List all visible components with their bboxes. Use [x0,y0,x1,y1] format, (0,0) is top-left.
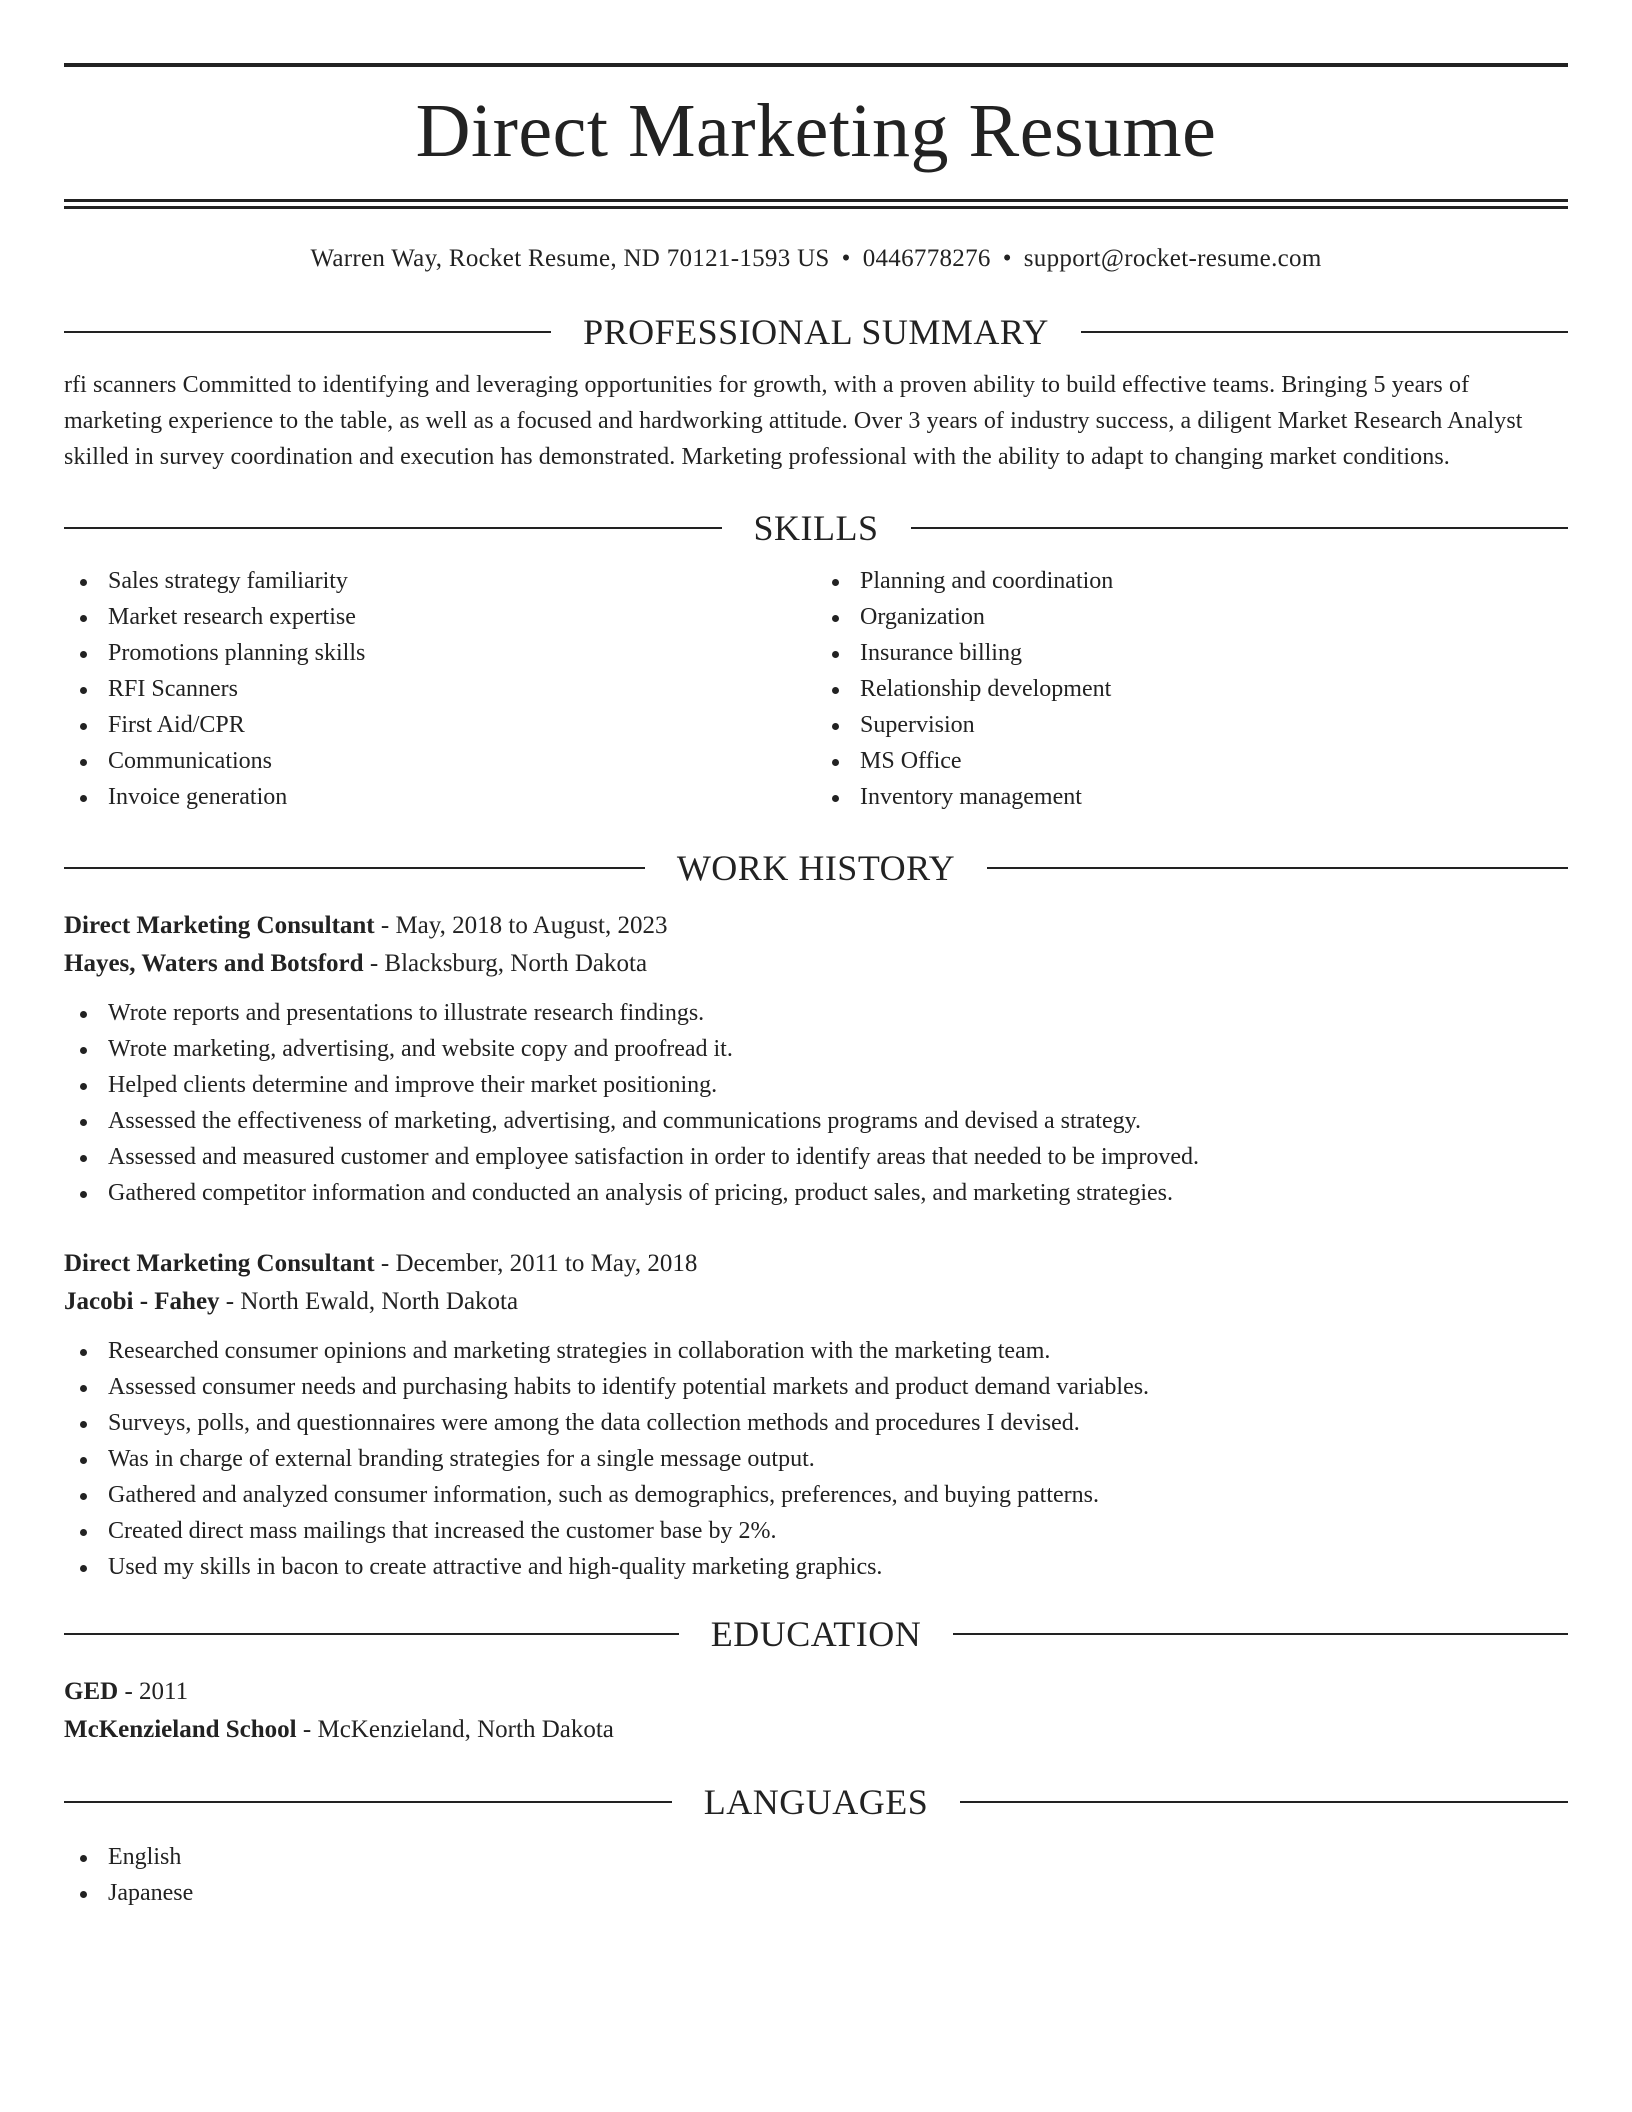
skill-item: First Aid/CPR [64,707,816,743]
divider [64,867,645,869]
education-year: - 2011 [118,1678,189,1705]
education-degree-line [64,1673,1568,1711]
skill-item: MS Office [816,743,1568,779]
skill-item: Sales strategy familiarity [64,563,816,599]
section-heading-skills [64,505,1568,551]
education-entry [64,1673,1568,1749]
education-school: McKenzieland School [64,1716,297,1743]
education-degree: GED [64,1678,119,1705]
job-duties [64,995,1568,1211]
skill-item: Organization [816,599,1568,635]
job-entry [64,1245,1568,1585]
job-title-line [64,1245,1568,1283]
divider [64,527,722,529]
skill-item: RFI Scanners [64,671,816,707]
contact-address: Warren Way, Rocket Resume, ND 70121-1593 US [310,245,830,272]
section-title: WORK HISTORY [676,848,956,888]
page-title: Direct Marketing Resume [415,89,1217,173]
section-heading-summary [64,309,1568,355]
divider [64,331,551,333]
education-school-line [64,1711,1568,1749]
job-duty-item: Helped clients determine and improve their market positioning. [64,1067,1568,1103]
section-title: LANGUAGES [703,1782,929,1822]
skills-column-left [64,563,816,815]
divider [960,1801,1568,1803]
job-duty-item: Gathered competitor information and conducted an analysis of pricing, product sales, and marketing strategies. [64,1175,1568,1211]
job-duty-item: Assessed the effectiveness of marketing, advertising, and communications programs and devised a strategy. [64,1103,1568,1139]
education-location: - McKenzieland, North Dakota [296,1716,614,1743]
skills-column-right [816,563,1568,815]
section-title: EDUCATION [710,1614,922,1654]
skill-item: Relationship development [816,671,1568,707]
job-title-line [64,907,1568,945]
job-title: Direct Marketing Consultant [64,912,375,939]
skill-item: Planning and coordination [816,563,1568,599]
section-heading-work [64,845,1568,891]
divider [1081,331,1568,333]
skill-item: Promotions planning skills [64,635,816,671]
job-company: Jacobi - Fahey [64,1288,220,1315]
skills-list [64,563,1568,815]
contact-separator: • [841,245,851,272]
section-title: PROFESSIONAL SUMMARY [583,312,1049,352]
job-duty-item: Used my skills in bacon to create attractive and high-quality marketing graphics. [64,1549,1568,1585]
contact-separator: • [1002,245,1012,272]
job-duty-item: Wrote reports and presentations to illustrate research findings. [64,995,1568,1031]
divider [953,1633,1568,1635]
skill-item: Invoice generation [64,779,816,815]
job-company-line [64,1283,1568,1321]
job-dates: - May, 2018 to August, 2023 [374,912,668,939]
divider [911,527,1569,529]
job-duty-item: Assessed consumer needs and purchasing habits to identify potential markets and product demand variables. [64,1369,1568,1405]
divider [64,1801,672,1803]
divider [987,867,1568,869]
job-entry [64,907,1568,1211]
skill-item: Inventory management [816,779,1568,815]
job-company: Hayes, Waters and Botsford [64,950,364,977]
job-duty-item: Wrote marketing, advertising, and website copy and proofread it. [64,1031,1568,1067]
job-company-line [64,945,1568,983]
job-duty-item: Assessed and measured customer and employee satisfaction in order to identify areas that needed to be improved. [64,1139,1568,1175]
summary-text: rfi scanners Committed to identifying and leveraging opportunities for growth, with a proven ability to build effective teams. Bringing 5 years of marketing experience to the table, as well as a focused and hardworking attitude. Over 3 years of industry success, a diligent Market Research Analyst skilled in survey coordination and execution has demonstrated. Marketing professional with the ability to adapt to changing market conditions. [64,372,1523,470]
contact-email: support@rocket-resume.com [1023,245,1322,272]
job-location: - Blacksburg, North Dakota [363,950,648,977]
contact-line [64,243,1568,275]
section-heading-languages [64,1779,1568,1825]
job-duty-item: Gathered and analyzed consumer information, such as demographics, preferences, and buying patterns. [64,1477,1568,1513]
language-item: English [64,1839,1568,1875]
job-duty-item: Surveys, polls, and questionnaires were among the data collection methods and procedures I devised. [64,1405,1568,1441]
job-duty-item: Created direct mass mailings that increased the customer base by 2%. [64,1513,1568,1549]
top-rule [64,63,1568,67]
skill-item: Communications [64,743,816,779]
job-title: Direct Marketing Consultant [64,1250,375,1277]
job-location: - North Ewald, North Dakota [219,1288,519,1315]
section-title: SKILLS [753,508,879,548]
job-duty-item: Was in charge of external branding strategies for a single message output. [64,1441,1568,1477]
title-double-rule [64,199,1568,209]
skill-item: Supervision [816,707,1568,743]
divider [64,1633,679,1635]
language-item: Japanese [64,1875,1568,1911]
job-duty-item: Researched consumer opinions and marketing strategies in collaboration with the marketing team. [64,1333,1568,1369]
skill-item: Insurance billing [816,635,1568,671]
job-dates: - December, 2011 to May, 2018 [374,1250,698,1277]
skill-item: Market research expertise [64,599,816,635]
job-duties [64,1333,1568,1585]
languages-list [64,1839,1568,1911]
section-heading-education [64,1611,1568,1657]
contact-phone: 0446778276 [862,245,991,272]
